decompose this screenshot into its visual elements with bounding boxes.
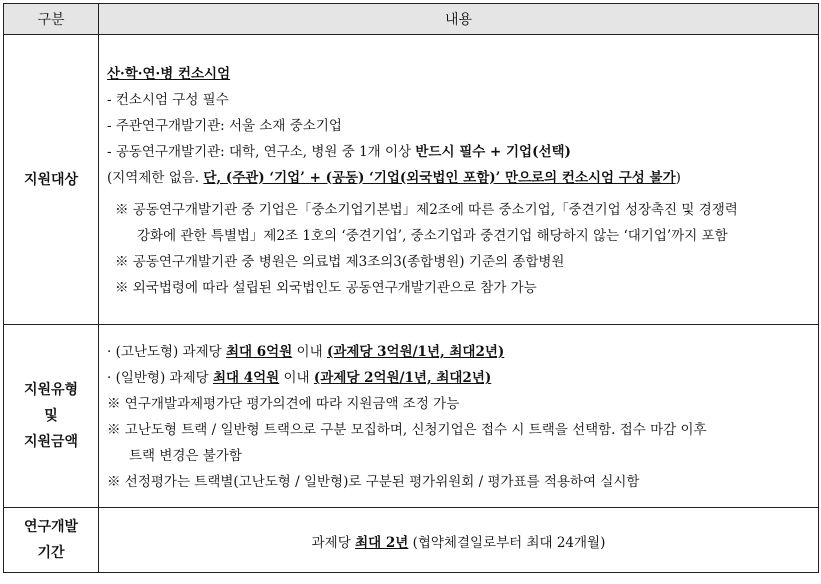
table-row-period xyxy=(4,508,819,573)
funding-note-3: ※ 선정평가는 트랙별(고난도형 / 일반형)로 구분된 평가위원회 / 평가표를 적용하여 실시함 xyxy=(107,474,640,490)
content-funding xyxy=(99,325,819,508)
funding-normal-track: · (일반형) 과제당 최대 4억원 이내 (과제당 2억원/1년, 최대2년) xyxy=(107,370,492,386)
target-note-3: ※ 외국법령에 따라 설립된 외국법인도 공동연구개발기관으로 참가 가능 xyxy=(115,279,537,296)
header-content: 내용 xyxy=(99,4,819,35)
funding-hard-track: · (고난도형) 과제당 최대 6억원 이내 (과제당 3억원/1년, 최대2년) xyxy=(107,344,505,360)
funding-note-2-line-1: ※ 고난도형 트랙 / 일반형 트랙으로 구분 모집하며, 신청기업은 접수 시 트랙을 선택함. 접수 마감 이후 xyxy=(107,422,707,438)
target-region-note: (지역제한 없음. 단, (주관) ‘기업’ + (공동) ‘기업(외국법인 포함)’ 만으로의 컨소시엄 구성 불가) xyxy=(107,169,681,186)
target-note-2: ※ 공동연구개발기관 중 병원은 의료법 제3조의3(종합병원) 기준의 종합병원 xyxy=(115,253,565,270)
label-funding: 지원유형 및 지원금액 xyxy=(4,325,99,508)
target-note-1-line-2: 강화에 관한 특별법」제2조 1호의 ‘중견기업’, 중소기업과 중견기업 해당하지 않는 ‘대기업’까지 포함 xyxy=(137,227,728,244)
header-category: 구분 xyxy=(4,4,99,35)
label-period: 연구개발 기간 xyxy=(4,508,99,573)
funding-note-1: ※ 연구개발과제평가단 평가의견에 따라 지원금액 조정 가능 xyxy=(107,396,460,412)
table-row-target xyxy=(4,35,819,325)
label-target: 지원대상 xyxy=(4,35,99,325)
target-title: 산·학·연·병 컨소시엄 xyxy=(107,65,231,82)
funding-note-2-line-2: 트랙 변경은 불가함 xyxy=(129,448,242,464)
target-item-3: - 공동연구개발기관: 대학, 연구소, 병원 중 1개 이상 반드시 필수 + 기업(선택) xyxy=(107,143,571,160)
target-item-2: - 주관연구개발기관: 서울 소재 중소기업 xyxy=(107,117,342,134)
content-target xyxy=(99,35,819,325)
support-overview-table xyxy=(3,3,819,573)
table-header-row xyxy=(4,4,819,35)
content-period: 과제당 최대 2년 (협약체결일로부터 최대 24개월) xyxy=(99,508,819,573)
table-row-funding xyxy=(4,325,819,508)
target-item-1: - 컨소시엄 구성 필수 xyxy=(107,91,229,108)
target-note-1-line-1: ※ 공동연구개발기관 중 기업은「중소기업기본법」제2조에 따른 중소기업,「중견기업 성장촉진 및 경쟁력 xyxy=(115,201,738,218)
